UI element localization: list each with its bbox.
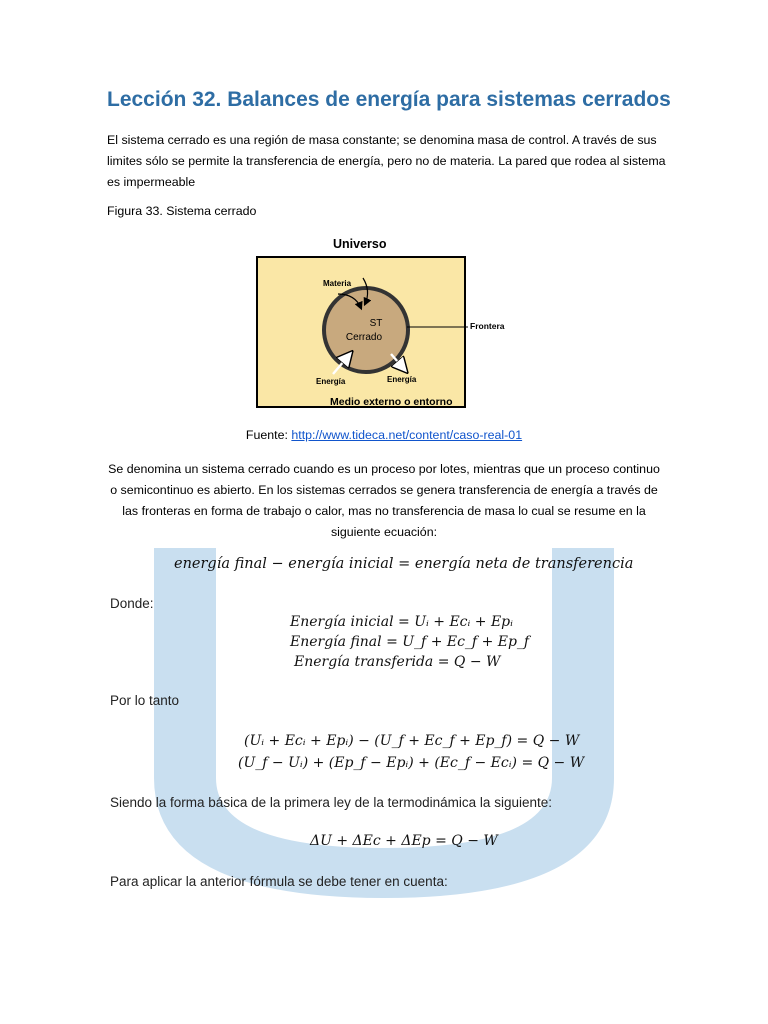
intro-paragraph: El sistema cerrado es una región de masa constante; se denomina masa de control. A través de sus limites sólo se permite la transferencia de energía, pero no de materia. La pared que rodea al sistema es impermeable — [107, 133, 666, 189]
materia-label: Materia — [323, 279, 352, 288]
apply-formula-note: Para aplicar la anterior fórmula se debe tener en cuenta: — [110, 874, 448, 889]
second-paragraph: Se denomina un sistema cerrado cuando es un proceso por lotes, mientras que un proceso continuo o semicontinuo es abierto. En los sistemas cerrados se genera transferencia de energía a través de las fronteras en forma de trabajo o calor, mas no transferencia de masa lo cual se resume en la siguiente ecuación: — [108, 462, 660, 539]
figure-source — [0, 428, 768, 442]
rearranged-equation: (U_f − Uᵢ) + (Ep_f − Epᵢ) + (Ec_f − Ecᵢ) = Q − W — [238, 755, 585, 771]
energia-label-right: Energía — [387, 375, 417, 384]
definition-transfer: Energía transferida = Q − W — [294, 654, 501, 670]
frontera-label: Frontera — [470, 321, 505, 331]
definition-final: Energía final = U_f + Ec_f + Ep_f — [290, 634, 530, 650]
first-law-equation: ΔU + ΔEc + ΔEp = Q − W — [310, 833, 498, 849]
system-label-cerrado: Cerrado — [345, 332, 383, 343]
source-link[interactable]: http://www.tideca.net/content/caso-real-01 — [291, 428, 523, 442]
page-title: Lección 32. Balances de energía para sistemas cerrados — [107, 88, 671, 111]
figure-caption: Figura 33. Sistema cerrado — [107, 204, 257, 218]
donde-label: Donde: — [110, 596, 154, 611]
equations-image — [104, 548, 664, 898]
main-equation: energía final − energía inicial = energía neta de transferencia — [174, 556, 634, 572]
first-law-intro: Siendo la forma básica de la primera ley de la termodinámica la siguiente: — [110, 795, 552, 810]
universe-label: Universo — [333, 237, 387, 251]
energia-label-left: Energía — [316, 377, 346, 386]
closed-system-figure — [253, 236, 543, 416]
source-prefix: Fuente: — [245, 428, 292, 442]
definition-initial: Energía inicial = Uᵢ + Ecᵢ + Epᵢ — [290, 614, 513, 630]
por-lo-tanto-label: Por lo tanto — [110, 693, 180, 708]
system-label-st: ST — [369, 318, 383, 329]
environment-label: Medio externo o entorno — [330, 396, 453, 408]
expanded-equation: (Uᵢ + Ecᵢ + Epᵢ) − (U_f + Ec_f + Ep_f) = Q − W — [244, 733, 580, 749]
